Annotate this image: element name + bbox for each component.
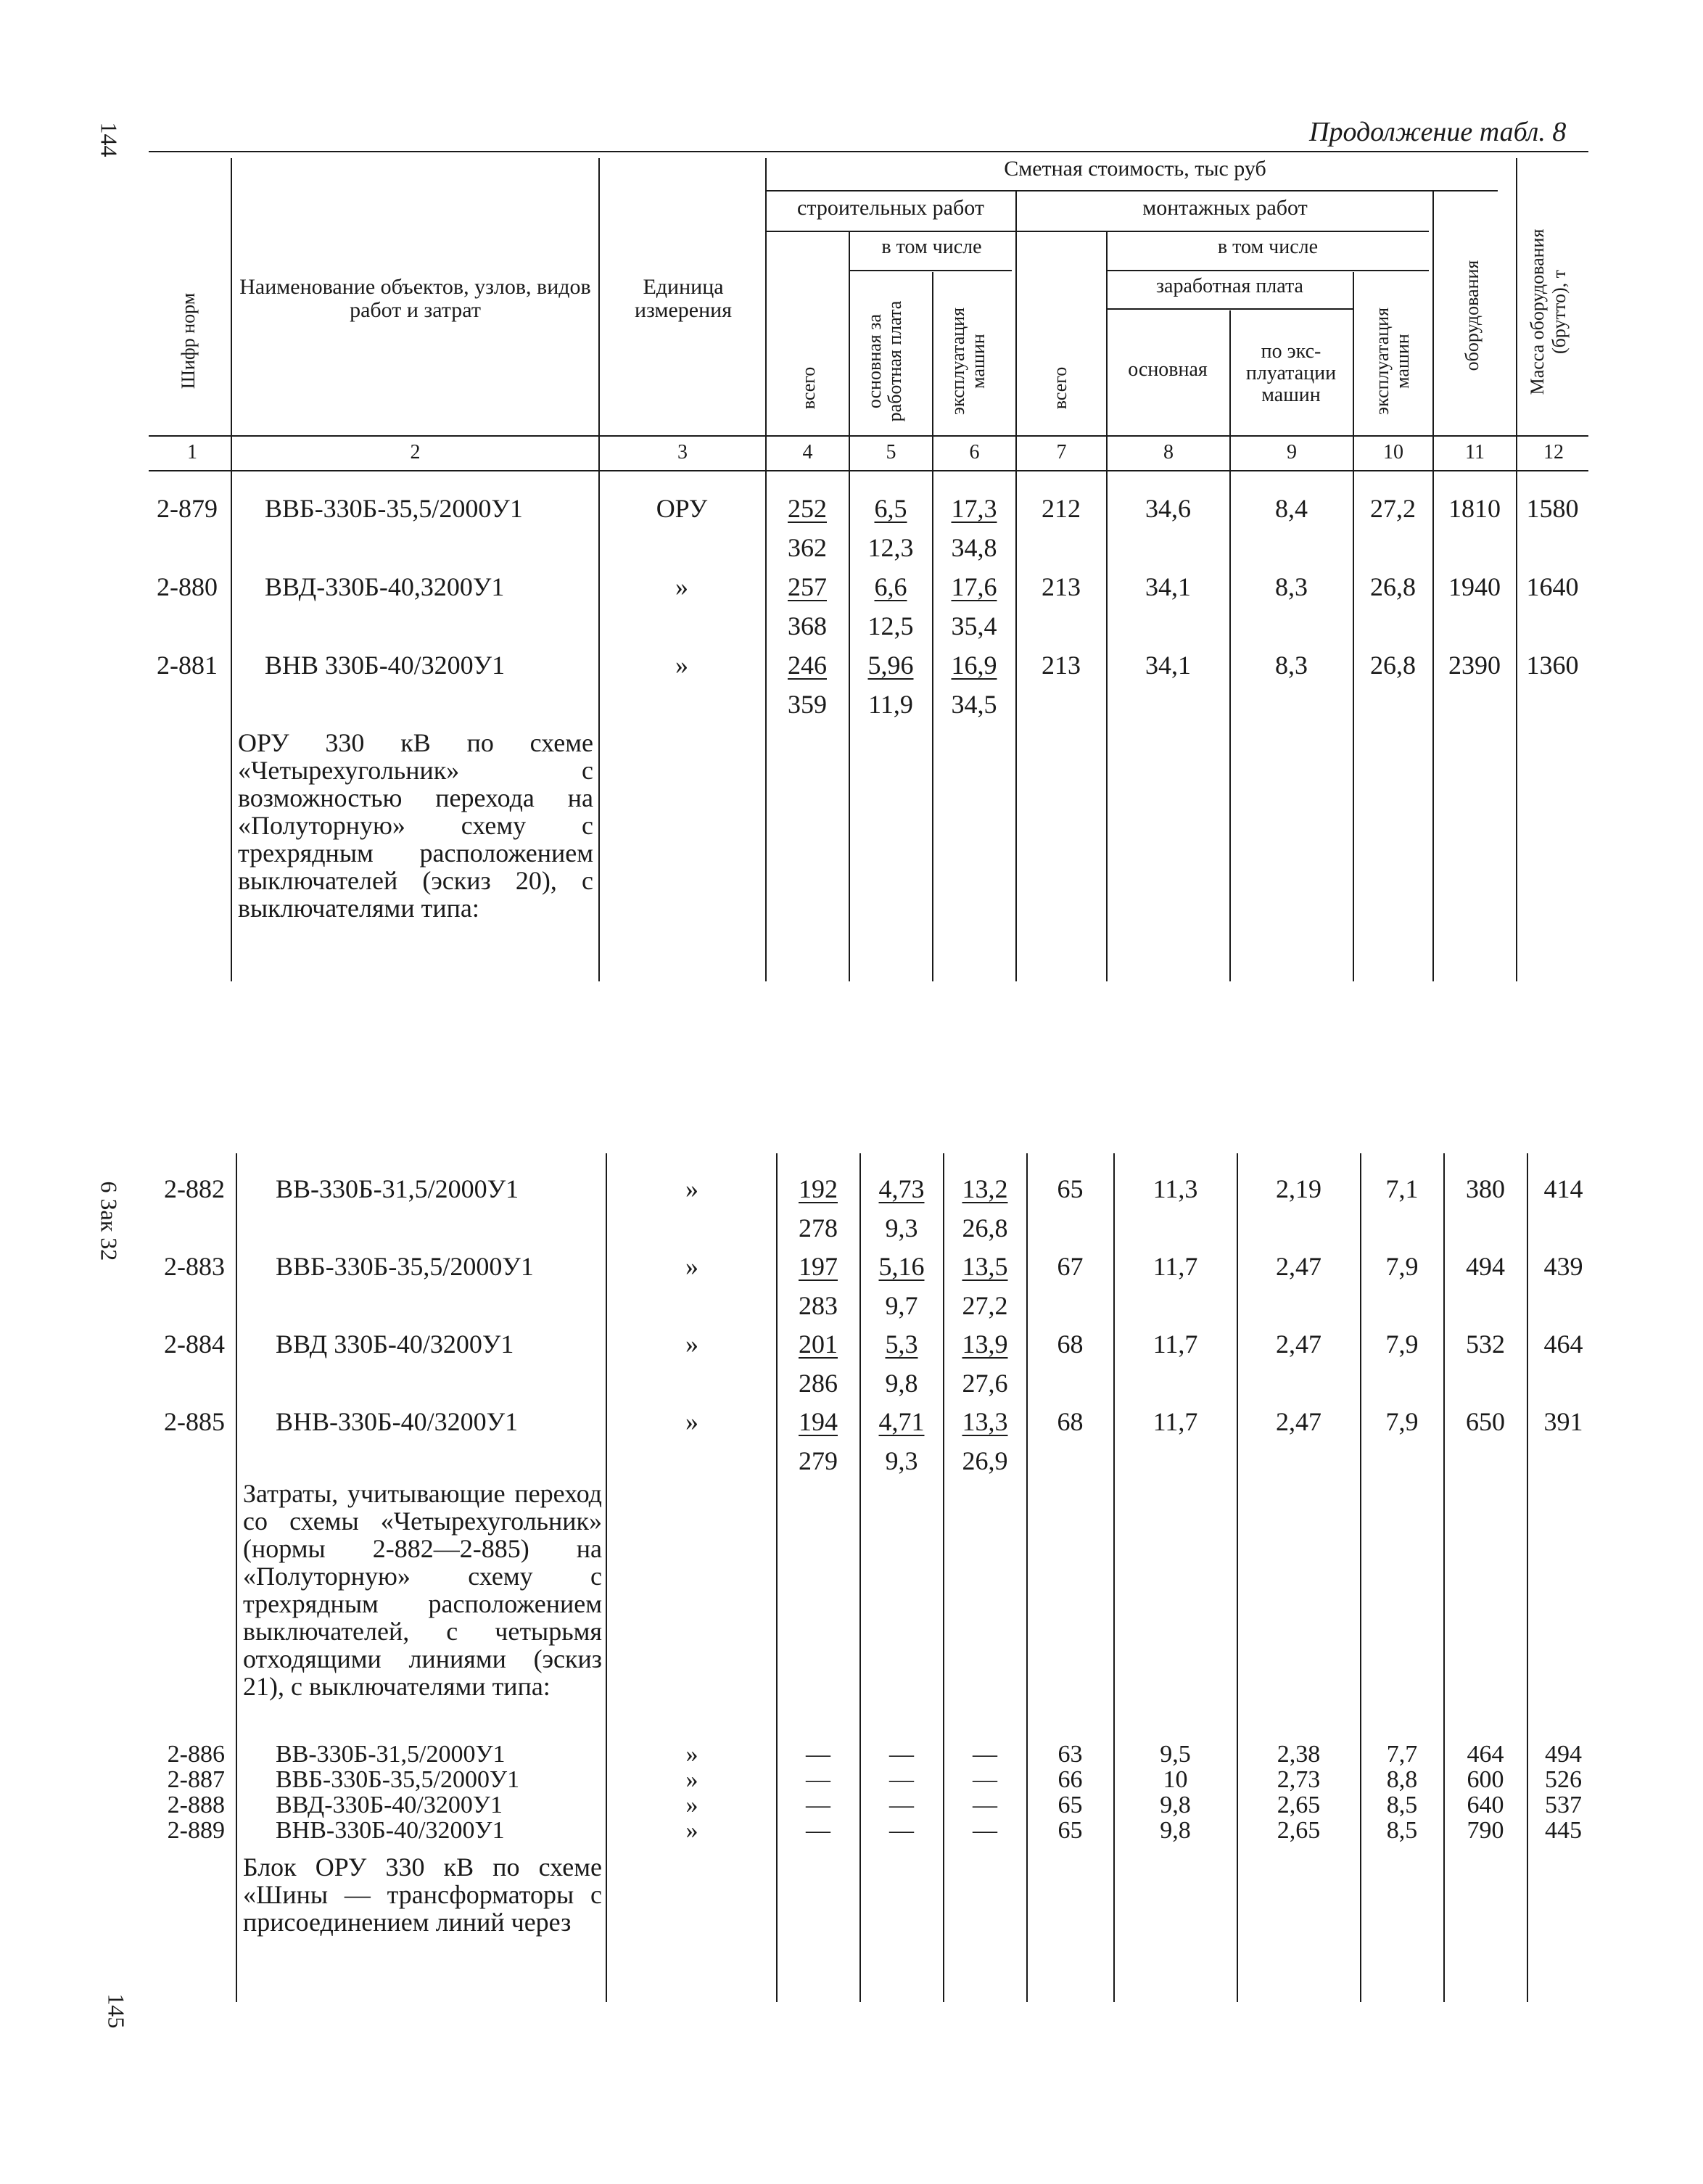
value-lower: 27,2 (962, 1291, 1008, 1320)
value: 9,8 (1160, 1792, 1191, 1818)
value-upper: 17,3 (951, 494, 997, 523)
value: 7,9 (1385, 1330, 1419, 1359)
unit: » (685, 1174, 698, 1203)
hdr-basic-wage: основная за работная плата (864, 300, 905, 422)
norm-code: 2-889 (167, 1817, 225, 1844)
value: 11,7 (1152, 1252, 1198, 1281)
value: 8,4 (1275, 494, 1308, 523)
value-lower: 34,5 (951, 690, 997, 719)
col-num: 12 (1543, 441, 1564, 463)
header-top-rule (149, 151, 1588, 152)
col-num: 8 (1163, 441, 1174, 463)
value-upper: 201 (799, 1330, 838, 1359)
value-lower: 9,8 (885, 1369, 918, 1398)
value-upper: 13,2 (962, 1174, 1008, 1203)
value-lower: 359 (788, 690, 827, 719)
value: 67 (1057, 1252, 1084, 1281)
value: 9,8 (1160, 1817, 1191, 1844)
value: 464 (1543, 1330, 1583, 1359)
value-upper: 194 (799, 1407, 838, 1436)
value: 464 (1467, 1741, 1504, 1768)
value: 7,7 (1386, 1741, 1418, 1768)
hv-8 (1229, 310, 1231, 981)
item-name: ВВБ-330Б-35,5/2000У1 (276, 1252, 534, 1281)
value-lower: 9,7 (885, 1291, 918, 1320)
value-lower: 283 (799, 1291, 838, 1320)
value: 34,1 (1145, 572, 1191, 601)
value-upper: 5,16 (878, 1252, 925, 1281)
item-name: ВНВ 330Б-40/3200У1 (265, 651, 506, 680)
value-upper: 5,96 (867, 651, 914, 680)
value: 11,7 (1152, 1407, 1198, 1436)
value: — (806, 1741, 830, 1768)
value: 2,47 (1276, 1407, 1321, 1436)
value: 9,5 (1160, 1741, 1191, 1768)
value: 600 (1467, 1766, 1504, 1793)
lv-1 (236, 1153, 237, 2002)
value: — (973, 1741, 997, 1768)
value: 68 (1057, 1407, 1084, 1436)
value: 2,47 (1276, 1330, 1321, 1359)
value-lower: 35,4 (951, 611, 997, 640)
item-name: ВВД 330Б-40/3200У1 (276, 1330, 514, 1359)
unit: ОРУ (656, 494, 708, 523)
value: 65 (1057, 1174, 1084, 1203)
unit: » (685, 1407, 698, 1436)
norm-code: 2-887 (167, 1766, 225, 1793)
hdr-basic: основная (1128, 358, 1208, 381)
value: — (889, 1817, 914, 1844)
value-lower: 12,5 (867, 611, 914, 640)
hdr-total-inst: всего (1050, 366, 1071, 410)
value: 27,2 (1370, 494, 1416, 523)
lv-11 (1527, 1153, 1528, 2002)
page-number-right: 145 (103, 1993, 130, 2029)
value-lower: 362 (788, 533, 827, 562)
value: 63 (1057, 1741, 1083, 1768)
value-lower: 12,3 (867, 533, 914, 562)
unit: » (675, 651, 688, 680)
value: 790 (1467, 1817, 1504, 1844)
value: 2,47 (1276, 1252, 1321, 1281)
value: 2,19 (1276, 1174, 1321, 1203)
wage-rule (1106, 308, 1353, 310)
value: 11,7 (1152, 1330, 1198, 1359)
value-upper: 197 (799, 1252, 838, 1281)
value: 2,73 (1277, 1766, 1321, 1793)
norm-code: 2-879 (157, 494, 218, 523)
col-num: 2 (410, 441, 421, 463)
value: 8,8 (1386, 1766, 1418, 1793)
hdr-mach-inst: эксплуатация машин (1372, 307, 1413, 416)
install-incl-rule (1106, 270, 1429, 271)
hdr-code: Шифр норм (178, 292, 199, 390)
value-lower: 26,8 (962, 1213, 1008, 1243)
item-name: ВВ-330Б-31,5/2000У1 (276, 1174, 519, 1203)
col-num: 1 (187, 441, 197, 463)
hv-3 (765, 158, 767, 981)
value-upper: 4,71 (878, 1407, 925, 1436)
value: 65 (1057, 1792, 1083, 1818)
value-upper: 6,5 (874, 494, 907, 523)
unit: » (685, 1330, 698, 1359)
header-num-rule (149, 470, 1588, 471)
description-2: Затраты, учитывающие переход со схемы «Четырехугольник» (нормы 2-882—2-885) на «Полуторную» схему с трехрядным расположением выключателей, с четырьмя отходящими линиями (эскиз 21), с выключателями типа: (243, 1479, 602, 1701)
value: 494 (1545, 1741, 1582, 1768)
col-num: 3 (677, 441, 688, 463)
value: — (806, 1817, 830, 1844)
item-name: ВВД-330Б-40/3200У1 (276, 1792, 503, 1818)
value-upper: 13,3 (962, 1407, 1008, 1436)
value: 7,1 (1385, 1174, 1419, 1203)
value-lower: 278 (799, 1213, 838, 1243)
value-lower: 11,9 (868, 690, 913, 719)
cost-rule (765, 190, 1498, 191)
value-upper: 252 (788, 494, 827, 523)
hv-5 (932, 272, 933, 981)
value: 414 (1543, 1174, 1583, 1203)
norm-code: 2-886 (167, 1741, 225, 1768)
value-lower: 286 (799, 1369, 838, 1398)
value: 1810 (1448, 494, 1501, 523)
value: 2,65 (1277, 1817, 1321, 1844)
norm-code: 2-882 (164, 1174, 225, 1203)
value: 2390 (1448, 651, 1501, 680)
value-upper: 16,9 (951, 651, 997, 680)
cost-sub-rule (765, 231, 1429, 232)
norm-code: 2-880 (157, 572, 218, 601)
value: 26,8 (1370, 651, 1416, 680)
value: 1580 (1526, 494, 1579, 523)
hv-2 (598, 158, 600, 981)
value: 650 (1466, 1407, 1505, 1436)
value-upper: 17,6 (951, 572, 997, 601)
lv-8 (1237, 1153, 1238, 2002)
item-name: ВВБ-330Б-35,5/2000У1 (276, 1766, 520, 1793)
item-name: ВВД-330Б-40,3200У1 (265, 572, 505, 601)
value-upper: 257 (788, 572, 827, 601)
lv-10 (1443, 1153, 1445, 2002)
col-num: 5 (886, 441, 896, 463)
unit: » (685, 1741, 698, 1768)
value: 1360 (1526, 651, 1579, 680)
description-1: ОРУ 330 кВ по схеме «Четырехугольник» с возможностью перехода на «Полуторную» схему с трехрядным расположением выключателей (эскиз 20), с выключателями типа: (238, 728, 593, 923)
hv-10 (1432, 190, 1434, 981)
unit: » (685, 1766, 698, 1793)
hv-11 (1516, 158, 1517, 981)
hv-4 (849, 232, 850, 981)
value: 2,38 (1277, 1741, 1321, 1768)
value: 65 (1057, 1817, 1083, 1844)
value: 212 (1042, 494, 1081, 523)
hdr-mach-constr: эксплуатация машин (947, 307, 989, 416)
hdr-cost-group: Сметная стоимость, тыс руб (1004, 157, 1266, 181)
value: 439 (1543, 1252, 1583, 1281)
value: 526 (1545, 1766, 1582, 1793)
value: 1640 (1526, 572, 1579, 601)
col-num: 10 (1383, 441, 1403, 463)
lv-3 (776, 1153, 778, 2002)
value-lower: 27,6 (962, 1369, 1008, 1398)
value-lower: 9,3 (885, 1213, 918, 1243)
col-num: 7 (1056, 441, 1067, 463)
value: — (973, 1766, 997, 1793)
value: — (973, 1817, 997, 1844)
hdr-mass: Масса оборудования (брутто), т (1527, 228, 1570, 395)
lv-6 (1026, 1153, 1028, 2002)
unit: » (685, 1792, 698, 1818)
norm-code: 2-883 (164, 1252, 225, 1281)
item-name: ВВ-330Б-31,5/2000У1 (276, 1741, 506, 1768)
order-mark: 6 Зак 32 (96, 1181, 123, 1261)
value: 640 (1467, 1792, 1504, 1818)
value: 1940 (1448, 572, 1501, 601)
value: 494 (1466, 1252, 1505, 1281)
value: 445 (1545, 1817, 1582, 1844)
col-num: 4 (802, 441, 813, 463)
page-number-left: 144 (96, 122, 123, 157)
value: 66 (1057, 1766, 1083, 1793)
value: 532 (1466, 1330, 1505, 1359)
value: 11,3 (1152, 1174, 1198, 1203)
item-name: ВНВ-330Б-40/3200У1 (276, 1407, 519, 1436)
unit: » (675, 572, 688, 601)
value: 380 (1466, 1174, 1505, 1203)
value-lower: 34,8 (951, 533, 997, 562)
hdr-total-constr: всего (798, 366, 819, 410)
value: 8,5 (1386, 1817, 1418, 1844)
value: 8,3 (1275, 651, 1308, 680)
value-upper: 5,3 (885, 1330, 918, 1359)
unit: » (685, 1252, 698, 1281)
norm-code: 2-885 (164, 1407, 225, 1436)
value: — (806, 1792, 830, 1818)
value: 7,9 (1385, 1252, 1419, 1281)
value: 8,3 (1275, 572, 1308, 601)
constr-incl-rule (849, 270, 1012, 271)
value: 68 (1057, 1330, 1084, 1359)
value: 537 (1545, 1792, 1582, 1818)
value-lower: 368 (788, 611, 827, 640)
value-upper: 13,5 (962, 1252, 1008, 1281)
lv-7 (1113, 1153, 1115, 2002)
value-lower: 9,3 (885, 1446, 918, 1475)
value: 10 (1163, 1766, 1188, 1793)
continuation-label: Продолжение табл. 8 (1309, 117, 1567, 147)
value: — (889, 1766, 914, 1793)
value: 7,9 (1385, 1407, 1419, 1436)
hv-1 (231, 158, 232, 981)
value-lower: 279 (799, 1446, 838, 1475)
unit: » (685, 1817, 698, 1844)
hv-9 (1353, 272, 1354, 981)
item-name: ВНВ-330Б-40/3200У1 (276, 1817, 505, 1844)
value-upper: 246 (788, 651, 827, 680)
col-num: 9 (1287, 441, 1297, 463)
value-lower: 26,9 (962, 1446, 1008, 1475)
value: 34,6 (1145, 494, 1191, 523)
value-upper: 192 (799, 1174, 838, 1203)
norm-code: 2-888 (167, 1792, 225, 1818)
hdr-name: Наименование объектов, узлов, видов работ и затрат (239, 275, 591, 322)
value: — (889, 1792, 914, 1818)
value: 213 (1042, 572, 1081, 601)
lv-9 (1360, 1153, 1361, 2002)
lv-2 (606, 1153, 607, 2002)
hv-7 (1106, 232, 1108, 981)
hdr-wage: заработная плата (1156, 275, 1303, 297)
value: 26,8 (1370, 572, 1416, 601)
value: 2,65 (1277, 1792, 1321, 1818)
value-upper: 6,6 (874, 572, 907, 601)
value: — (889, 1741, 914, 1768)
item-name: ВВБ-330Б-35,5/2000У1 (265, 494, 523, 523)
lv-4 (859, 1153, 861, 2002)
hdr-equipment: оборудования (1461, 260, 1483, 371)
norm-code: 2-881 (157, 651, 218, 680)
hdr-unit: Единица измерения (634, 275, 732, 322)
hdr-mach-wage: по экс-плуатации машин (1245, 340, 1337, 406)
hdr-incl-1: в том числе (881, 236, 982, 258)
hv-6 (1015, 190, 1017, 981)
description-3: Блок ОРУ 330 кВ по схеме «Шины — трансформаторы с присоединением линий через (243, 1853, 602, 1937)
value: 8,5 (1386, 1792, 1418, 1818)
hdr-incl-2: в том числе (1217, 236, 1319, 258)
value: 391 (1543, 1407, 1583, 1436)
value: — (973, 1792, 997, 1818)
norm-code: 2-884 (164, 1330, 225, 1359)
value-upper: 13,9 (962, 1330, 1008, 1359)
hdr-construction: строительных работ (797, 196, 984, 220)
hdr-installation: монтажных работ (1142, 196, 1308, 220)
value-upper: 4,73 (878, 1174, 925, 1203)
col-num: 6 (969, 441, 980, 463)
lv-5 (943, 1153, 944, 2002)
value: 34,1 (1145, 651, 1191, 680)
value: 213 (1042, 651, 1081, 680)
col-num: 11 (1465, 441, 1485, 463)
value: — (806, 1766, 830, 1793)
